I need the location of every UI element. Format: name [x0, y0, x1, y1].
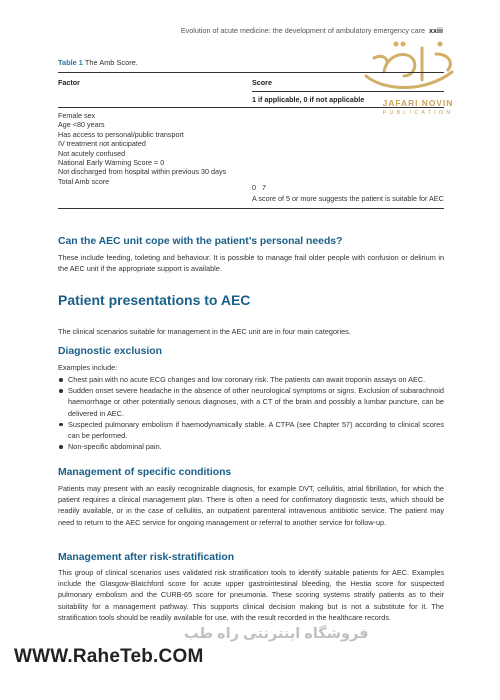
- table-caption-text: The Amb Score.: [84, 58, 138, 67]
- list-item: Sudden onset severe headache in the absence of other neurological symptoms or signs. Exclusion of subarachnoid haemorrhage or other potentially serious diagnoses, with a CT of the brain and possibly a lumbar puncture, can be delivered in AEC.: [58, 385, 444, 419]
- total-score-range: 0 7: [252, 183, 266, 192]
- table-header-score: Score: [252, 78, 272, 87]
- list-item: Chest pain with no acute ECG changes and low coronary risk. The patients can await troponin assays on AEC.: [58, 374, 444, 385]
- table-row: Has access to personal/public transport: [58, 129, 184, 139]
- running-header: [120, 26, 443, 35]
- table-caption-label: Table 1: [58, 58, 83, 67]
- specific-conditions-heading: Management of specific conditions: [58, 467, 232, 478]
- table-row: Not acutely confused: [58, 148, 126, 158]
- watermark-persian-text: فروشگاه اینترنتی راه طب: [184, 626, 369, 642]
- table-factor-list: [58, 111, 258, 186]
- publisher-logo: [356, 36, 476, 126]
- page-number: xxiii: [429, 26, 443, 35]
- diagnostic-bullet-list: [58, 374, 444, 452]
- table-row: Not discharged from hospital within previous 30 days: [58, 167, 227, 177]
- diagnostic-exclusion-heading: Diagnostic exclusion: [58, 346, 162, 357]
- logo-sub-text: PUBLICATION: [382, 110, 454, 116]
- table-row: Female sex: [58, 111, 96, 120]
- table-score-rule-text: 1 if applicable, 0 if not applicable: [252, 95, 365, 104]
- table-score-rule: [252, 91, 444, 92]
- list-item: Non-specific abdominal pain.: [58, 441, 444, 452]
- table-header-bottom-rule: [58, 107, 444, 108]
- list-item: Suspected pulmonary embolism if haemodynamically stable. A CTPA (see Chapter 57) according to clinical scores can be performed.: [58, 419, 444, 441]
- table-row: Total Amb score: [58, 176, 110, 186]
- table-row: Age <80 years: [58, 120, 105, 130]
- presentations-heading: Patient presentations to AEC: [58, 292, 251, 308]
- watermark-site-text: WWW.RaheTeb.COM: [14, 646, 204, 667]
- running-header-title: Evolution of acute medicine: the development of ambulatory emergency care: [180, 26, 425, 35]
- risk-stratification-heading: Management after risk-stratification: [58, 552, 235, 563]
- total-score-note: A score of 5 or more suggests the patient is suitable for AEC: [252, 194, 444, 203]
- table-top-rule: [58, 72, 444, 73]
- logo-brand-text: JAFARI NOVIN: [382, 98, 454, 108]
- needs-paragraph: These include feeding, toileting and behaviour. It is possible to manage frail older people with confusion or delirium in the AEC unit if the appropriate support is available.: [58, 253, 444, 274]
- table-row: IV treatment not anticipated: [58, 139, 146, 149]
- table-caption: [58, 58, 138, 67]
- specific-conditions-paragraph: Patients may present with an easily recognizable diagnosis, for example DVT, cellulitis, atrial fibrillation, for which the patient requires a clinical management plan. There is often a need for confirmatory diagnostic tests, which should be readily available, or in the case of cellulitis, an outpatient parenteral intravenous antibiotic service. The patient may need to return to the AEC service for ongoing management or referral to another service for follow-up.: [58, 484, 444, 527]
- risk-stratification-paragraph: This group of clinical scenarios uses validated risk stratification tools to identify suitable patients for AEC. Examples include the Glasgow-Blatchford score for acute upper gastrointestinal bleeding, the Hestia score for suspected pulmonary embolism and the CURB-65 score for pneumonia. These scoring systems stratify patients as to their suitability for a management pathway. This supports clinical decision making but is not a substitute for it. The stratification tools should be readily available for use, with the result recorded in the healthcare records.: [58, 568, 444, 622]
- needs-heading: Can the AEC unit cope with the patient’s personal needs?: [58, 236, 343, 247]
- table-bottom-rule: [58, 208, 444, 209]
- presentations-paragraph: The clinical scenarios suitable for management in the AEC unit are in four main categories.: [58, 327, 351, 336]
- table-header-factor: Factor: [58, 78, 80, 87]
- calligraphy-logo-icon: [356, 36, 476, 98]
- table-row: National Early Warning Score = 0: [58, 157, 165, 167]
- diagnostic-intro: Examples include:: [58, 363, 118, 372]
